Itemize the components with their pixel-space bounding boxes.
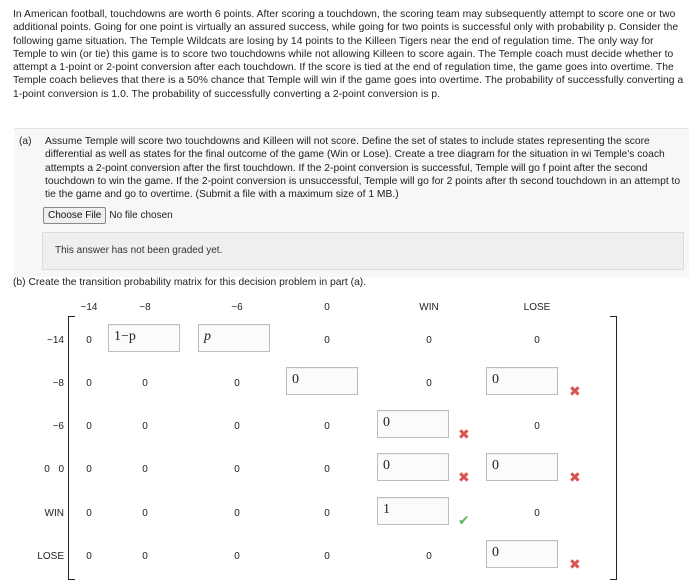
answer-input-r4-c3[interactable] bbox=[377, 497, 449, 525]
matrix-cell: 0 bbox=[86, 464, 92, 475]
col-header: LOSE bbox=[523, 302, 551, 313]
incorrect-icon: ✖ bbox=[569, 383, 581, 399]
incorrect-icon: ✖ bbox=[458, 426, 470, 442]
incorrect-icon: ✖ bbox=[458, 469, 470, 485]
matrix-cell: 0 bbox=[86, 378, 92, 389]
answer-value: 0 bbox=[292, 372, 299, 387]
matrix-cell: 0 bbox=[86, 421, 92, 432]
answer-input-r1-c3[interactable] bbox=[286, 367, 358, 395]
col-header: −6 bbox=[231, 302, 243, 313]
col-header: −14 bbox=[80, 302, 98, 313]
matrix-cell: 0 bbox=[142, 378, 148, 389]
matrix-cell: 0 bbox=[534, 508, 540, 519]
answer-input-r3-c5[interactable] bbox=[486, 453, 558, 481]
matrix-cell: 0 bbox=[142, 551, 148, 562]
row-label: LOSE bbox=[37, 551, 64, 562]
answer-value: 0 bbox=[383, 458, 390, 473]
matrix-cell: 0 bbox=[234, 378, 240, 389]
answer-value: 0 bbox=[492, 458, 499, 473]
matrix-cell: 0 bbox=[86, 335, 92, 346]
part-a-body: Assume Temple will score two touchdowns and Killeen will not score. Define the set of states to include states representing the score differential as well as states for the final outcome of the game (Win or Lose). Create a tree diagram for the situation in wi Temple's coach attempts a 2-point conversion after the first touchdown. If the 2-point conversion is successful, Temple will go f point after the second touchdown to win the game. If the 2-point conversion is unsuccessful, Temple will go for 2 points after th second touchdown in an attempt to tie the game and go to overtime. (Submit a file with a maximum size of 1 MB.) bbox=[45, 136, 681, 201]
answer-value: 1 bbox=[383, 502, 390, 517]
row-label: 0 bbox=[58, 464, 64, 475]
answer-input-r0-c1[interactable] bbox=[108, 324, 180, 352]
col-header: 0 bbox=[324, 302, 330, 313]
matrix-left-bracket bbox=[68, 316, 75, 580]
answer-input-r0-c2[interactable] bbox=[198, 324, 270, 352]
matrix-cell: 0 bbox=[234, 551, 240, 562]
row-label: −8 bbox=[52, 378, 64, 389]
matrix-cell: 0 bbox=[534, 421, 540, 432]
matrix-cell: 0 bbox=[142, 421, 148, 432]
answer-value: 0 bbox=[492, 372, 499, 387]
matrix-cell: 0 bbox=[426, 378, 432, 389]
matrix-cell: 0 bbox=[86, 508, 92, 519]
row-label: WIN bbox=[44, 508, 64, 519]
answer-value: 0 bbox=[383, 415, 390, 430]
incorrect-icon: ✖ bbox=[569, 556, 581, 572]
answer-input-r2-c3[interactable] bbox=[377, 410, 449, 438]
answer-input-r3-c3[interactable] bbox=[377, 453, 449, 481]
matrix-cell: 0 bbox=[426, 551, 432, 562]
matrix-cell: 0 bbox=[324, 551, 330, 562]
answer-value: 1−p bbox=[114, 329, 136, 344]
no-file-text: No file chosen bbox=[109, 210, 173, 221]
matrix-cell: 0 bbox=[234, 464, 240, 475]
matrix-right-bracket bbox=[610, 316, 617, 580]
incorrect-icon: ✖ bbox=[569, 469, 581, 485]
row-label: −14 bbox=[47, 335, 64, 346]
choose-file-button[interactable]: Choose File bbox=[43, 207, 106, 224]
matrix-cell: 0 bbox=[324, 335, 330, 346]
answer-value: p bbox=[204, 329, 211, 344]
problem-statement: In American football, touchdowns are worth 6 points. After scoring a touchdown, the scoring team may subsequently attempt to score one or two additional points. Going for one point is virtually an assured success, while going for two points is successful only with probability p. Consider the following game situation. The Temple Wildcats are losing by 14 points to the Killeen Tigers near the end of regulation time. The only way for Temple to win (or tie) this game is to score two touchdowns while not allowing Killeen to score again. The Temple coach must decide whether to attempt a 1-point or 2-point conversion after each touchdown. If the score is tied at the end of regulation time, the game goes into overtime. The Temple coach believes that there is a 50% chance that Temple will win if the game goes into overtime. The probability of successfully converting a 1-point conversion is 1.0. The probability of successfully converting a 2-point conversion is p. bbox=[13, 9, 684, 100]
answer-input-r1-c5[interactable] bbox=[486, 367, 558, 395]
row-label: 0 bbox=[44, 464, 50, 475]
col-header: −8 bbox=[139, 302, 151, 313]
matrix-cell: 0 bbox=[86, 551, 92, 562]
matrix-cell: 0 bbox=[324, 508, 330, 519]
matrix-cell: 0 bbox=[534, 335, 540, 346]
matrix-cell: 0 bbox=[142, 464, 148, 475]
part-b-label: (b) Create the transition probability matrix for this decision problem in part (a). bbox=[13, 277, 367, 288]
answer-value: 0 bbox=[492, 545, 499, 560]
matrix-cell: 0 bbox=[324, 464, 330, 475]
matrix-cell: 0 bbox=[234, 421, 240, 432]
matrix-cell: 0 bbox=[142, 508, 148, 519]
matrix-cell: 0 bbox=[234, 508, 240, 519]
matrix-cell: 0 bbox=[324, 421, 330, 432]
row-label: −6 bbox=[52, 421, 64, 432]
col-header: WIN bbox=[419, 302, 439, 313]
matrix-cell: 0 bbox=[426, 335, 432, 346]
graded-status-text: This answer has not been graded yet. bbox=[55, 245, 223, 256]
part-a-lead: (a) bbox=[19, 136, 32, 147]
correct-check-icon: ✔ bbox=[458, 512, 470, 528]
answer-input-r5-c5[interactable] bbox=[486, 540, 558, 568]
